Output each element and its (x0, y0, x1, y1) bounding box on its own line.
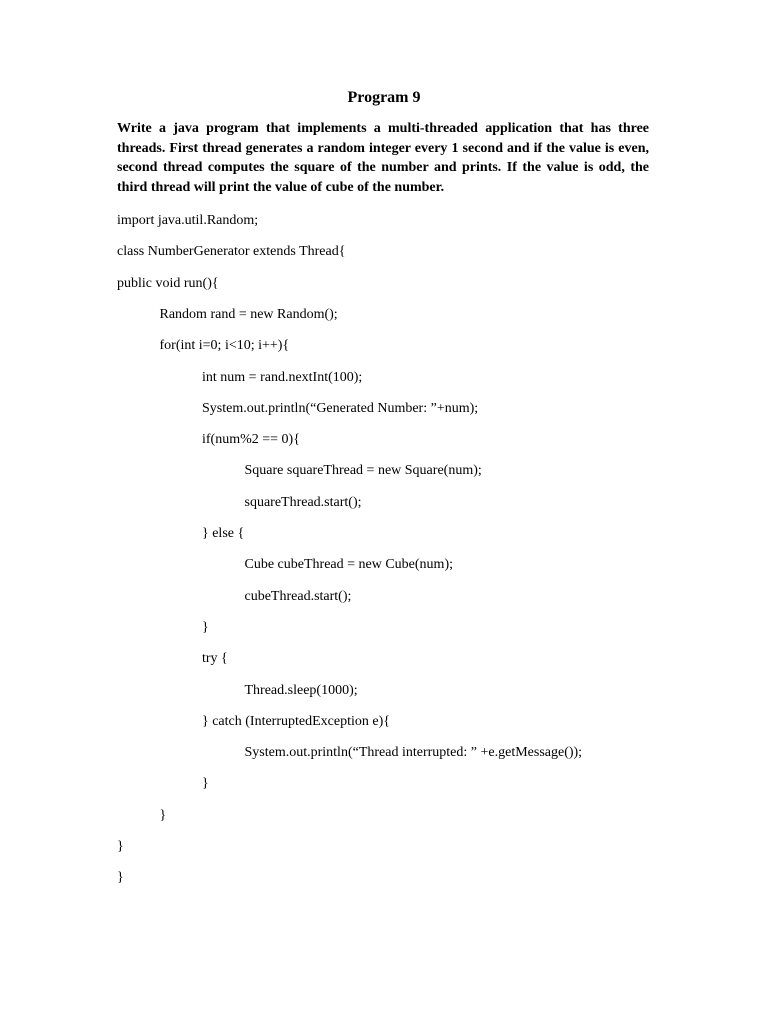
code-line: } catch (InterruptedException e){ (202, 713, 390, 729)
code-line: } (202, 619, 209, 635)
code-line: } (159, 807, 167, 823)
code-line: squareThread.start(); (244, 494, 362, 510)
code-line: Square squareThread = new Square(num); (244, 463, 482, 479)
code-line: System.out.println(“Generated Number: ”+num); (202, 400, 479, 416)
code-line: import java.util.Random; (117, 213, 259, 228)
code-line: Cube cubeThread = new Cube(num); (244, 557, 453, 573)
code-line: class NumberGenerator extends Thread{ (117, 244, 346, 260)
code-line: for(int i=0; i<10; i++){ (159, 338, 290, 354)
code-line: } (117, 839, 124, 854)
page-title: Program 9 (347, 89, 421, 106)
code-line: public void run(){ (117, 275, 219, 291)
code-line: Thread.sleep(1000); (244, 682, 358, 698)
code-line: } (202, 776, 209, 792)
code-line: System.out.println(“Thread interrupted: ” +e.getMessage()); (244, 745, 583, 761)
task-description: Write a java program that implements a multi-threaded application that has three threads. First thread generates a random integer every 1 second and if the value is even, second thread computes the square of the number and prints. If the value is odd, the third thread will print the value of cube of the number. (117, 121, 649, 195)
code-line: try { (202, 651, 228, 667)
code-line: } (117, 870, 124, 886)
code-line: if(num%2 == 0){ (202, 432, 300, 448)
code-line: } else { (202, 526, 245, 541)
code-line: cubeThread.start(); (244, 588, 352, 604)
code-line: int num = rand.nextInt(100); (202, 369, 363, 385)
code-line: Random rand = new Random(); (159, 306, 338, 322)
